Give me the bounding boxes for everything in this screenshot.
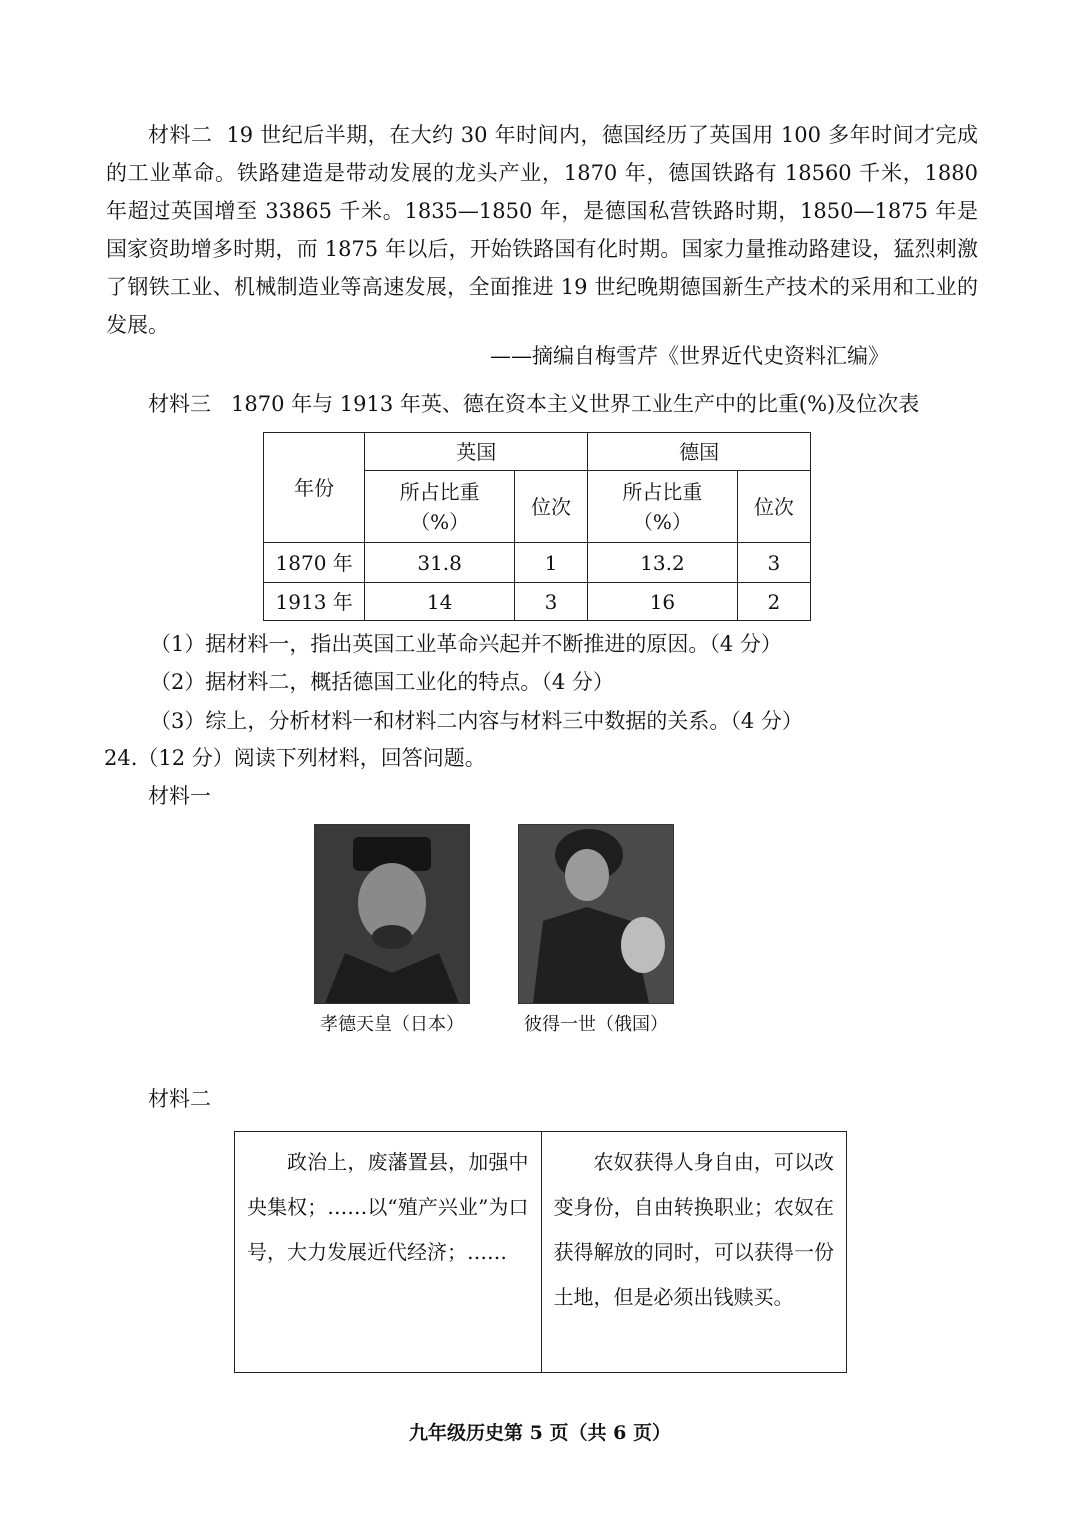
country-header: 英国 <box>365 433 588 471</box>
table-cell: 16 <box>588 583 738 621</box>
year-header: 年份 <box>264 433 365 543</box>
table-cell: 1 <box>514 543 587 583</box>
portrait-caption: 彼得一世（俄国） <box>524 1014 668 1035</box>
material-label: 材料三 <box>148 392 211 416</box>
material-label: 材料一 <box>148 784 211 808</box>
material-label: 材料二 <box>148 123 213 147</box>
table-cell: 3 <box>514 583 587 621</box>
question-item: （3）综上，分析材料一和材料二内容与材料三中数据的关系。（4 分） <box>150 709 803 733</box>
portrait-caption: 孝德天皇（日本） <box>320 1014 464 1035</box>
page-footer: 九年级历史第 5 页（共 6 页） <box>409 1422 671 1444</box>
table-row <box>264 543 811 583</box>
country-header: 德国 <box>588 433 811 471</box>
table-cell: 31.8 <box>365 543 515 583</box>
year-cell: 1870 年 <box>264 543 365 583</box>
portrait-image <box>314 824 470 1004</box>
reform-comparison-box <box>234 1131 847 1373</box>
reform-text-right: 农奴获得人身自由，可以改变身份，自由转换职业；农奴在获得解放的同时，可以获得一份土地，但是必须出钱赎买。 <box>541 1132 847 1372</box>
share-header: 所占比重 （%） <box>588 471 738 543</box>
question-heading: 24.（12 分）阅读下列材料，回答问题。 <box>104 746 486 770</box>
table-cell: 2 <box>737 583 810 621</box>
year-cell: 1913 年 <box>264 583 365 621</box>
table-cell: 13.2 <box>588 543 738 583</box>
rank-header: 位次 <box>514 471 587 543</box>
table-row <box>264 583 811 621</box>
question-item: （1）据材料一，指出英国工业革命兴起并不断推进的原因。（4 分） <box>150 632 782 656</box>
rank-header: 位次 <box>737 471 810 543</box>
material-label: 材料二 <box>148 1087 211 1111</box>
material-text: 19 世纪后半期，在大约 30 年时间内，德国经历了英国用 100 多年时间才完成的工业革命。铁路建造是带动发展的龙头产业，1870 年，德国铁路有 18560 千米，1880 年超过英国增至 33865 千米。1835—1850 年，是德国私营铁路时期，1850—1875 年是国家资助增多时期，而 1875 年以后，开始铁路国有化时期。国家力量推动路建设，猛烈刺激了钢铁工业、机械制造业等高速发展，全面推进 19 世纪晚期德国新生产技术的采用和工业的发展。 <box>106 123 979 337</box>
portrait-image <box>518 824 674 1004</box>
question-item: （2）据材料二，概括德国工业化的特点。（4 分） <box>150 670 614 694</box>
industry-share-table <box>263 432 811 621</box>
table-cell: 3 <box>737 543 810 583</box>
material2-paragraph <box>106 116 978 344</box>
source-citation: ——摘编自梅雪芹《世界近代史资料汇编》 <box>490 344 889 368</box>
table-cell: 14 <box>365 583 515 621</box>
material3-caption <box>148 388 919 418</box>
material-text: 1870 年与 1913 年英、德在资本主义世界工业生产中的比重(%)及位次表 <box>231 392 920 416</box>
reform-text-left: 政治上，废藩置县，加强中央集权；……以“殖产兴业”为口号，大力发展近代经济；…… <box>247 1150 529 1264</box>
share-header: 所占比重 （%） <box>365 471 515 543</box>
